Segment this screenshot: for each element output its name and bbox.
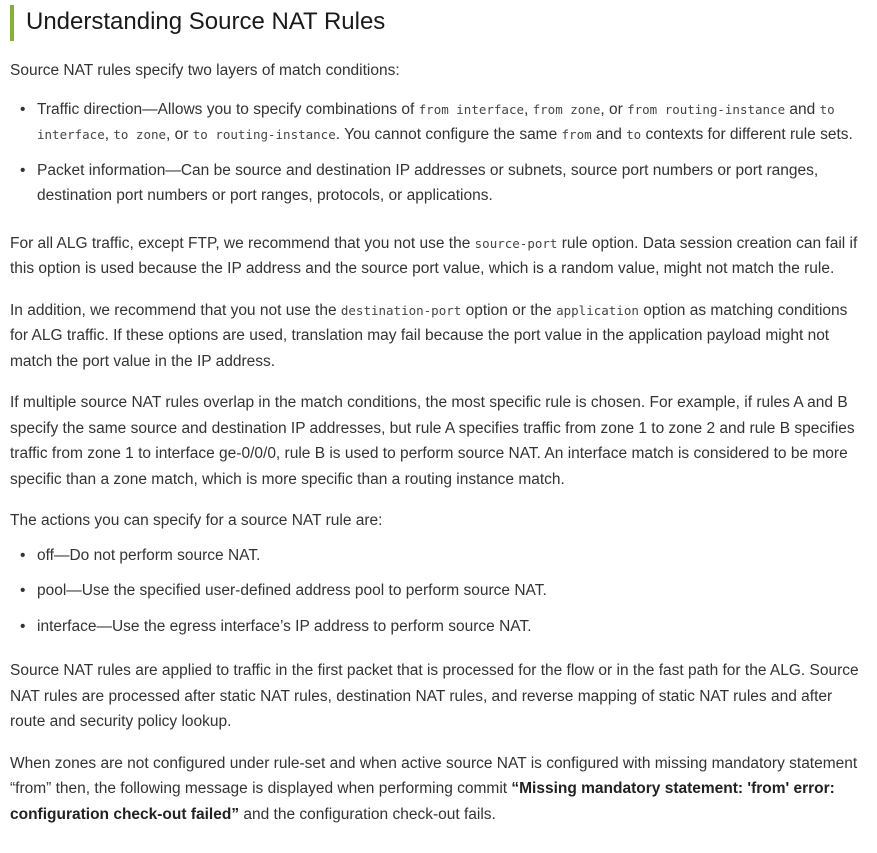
intro-paragraph: Source NAT rules specify two layers of match conditions: xyxy=(10,62,400,79)
bullet-icon: • xyxy=(20,617,26,635)
overlap-paragraph: If multiple source NAT rules overlap in the match conditions, the most specific rule is chosen. For example, if rules A and B specify the same source and destination IP addresses, but rule A specifies traffic from zone 1 to zone 2 and rule B specifies traffic from zone 1 to interface ge-0/0/0, rule B is used to perform source NAT. An interface match is considered to be more specific than a zone match, which is more specific than a routing instance match. xyxy=(10,394,855,488)
list-item-action-pool: • pool—Use the specified user-defined address pool to perform source NAT. xyxy=(37,578,867,604)
list-item-action-off: • off—Do not perform source NAT. xyxy=(37,543,867,569)
applied-paragraph: Source NAT rules are applied to traffic in the first packet that is processed for the flow or in the fast path for the ALG. Source NAT rules are processed after static NAT rules, destination NAT rules, and reverse mapping of static NAT rules and after route and security policy lookup. xyxy=(10,662,859,730)
zones-paragraph: When zones are not configured under rule-set and when active source NAT is configured with missing mandatory statement “from” then, the following message is displayed when performing commit “Missing mandatory statement: 'from' error: configuration check-out failed” and the configuration check-out fails. xyxy=(10,754,858,823)
alg-paragraph: For all ALG traffic, except FTP, we recommend that you not use the source-port rule option. Data session creation can fail if this option is used because the IP address and the source port value, which is a random value, might not match the rule. xyxy=(10,234,858,277)
list-item-traffic-direction: • Traffic direction—Allows you to specify combinations of from interface, from zone, or from routing-instance and to interface, to zone, or to routing-instance. You cannot configure the same from and to contexts for different rule sets. xyxy=(37,97,867,148)
page-title: Understanding Source NAT Rules xyxy=(26,8,386,35)
section-heading xyxy=(10,3,867,43)
list-item-packet-information: • Packet information—Can be source and destination IP addresses or subnets, source port numbers or port ranges, destination port numbers or port ranges, protocols, or applications. xyxy=(37,158,867,209)
bullet-icon: • xyxy=(20,100,26,118)
article xyxy=(0,3,877,853)
bullet-icon: • xyxy=(20,546,26,564)
list-item-action-interface: • interface—Use the egress interface’s IP address to perform source NAT. xyxy=(37,614,867,640)
bullet-icon: • xyxy=(20,161,26,179)
actions-intro-paragraph: The actions you can specify for a source NAT rule are: xyxy=(10,512,383,529)
match-conditions-list xyxy=(10,97,867,209)
addition-paragraph: In addition, we recommend that you not use the destination-port option or the application option as matching conditions for ALG traffic. If these options are used, translation may fail because the port value in the application payload might not match the port value in the IP address. xyxy=(10,301,848,370)
actions-list xyxy=(10,543,867,640)
error-message: “Missing mandatory statement: 'from' error: configuration check-out failed” xyxy=(10,780,835,823)
bullet-icon: • xyxy=(20,582,26,599)
heading-accent-bar xyxy=(10,5,14,41)
